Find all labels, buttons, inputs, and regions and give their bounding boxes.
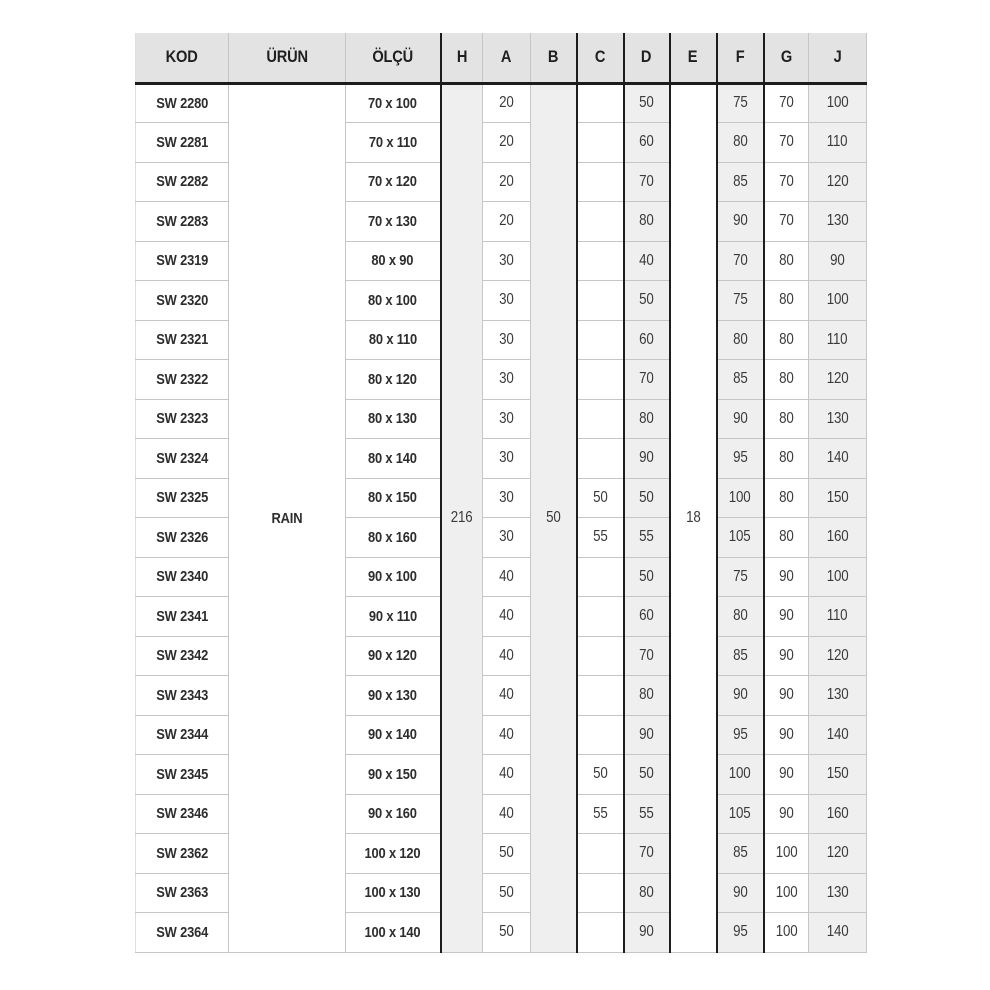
cell-d: 55 bbox=[624, 794, 670, 834]
column-header-c: C bbox=[577, 33, 624, 83]
cell-j: 110 bbox=[809, 597, 867, 637]
cell-c bbox=[577, 320, 624, 360]
cell-j: 120 bbox=[809, 360, 867, 400]
cell-f: 70 bbox=[717, 241, 764, 281]
cell-c bbox=[577, 202, 624, 242]
cell-d: 70 bbox=[624, 636, 670, 676]
cell-a: 20 bbox=[483, 123, 531, 163]
cell-c bbox=[577, 360, 624, 400]
column-header-j: J bbox=[809, 33, 867, 83]
cell-g: 100 bbox=[764, 913, 809, 953]
cell-c bbox=[577, 834, 624, 874]
cell-g: 90 bbox=[764, 755, 809, 795]
cell-kod: SW 2342 bbox=[136, 636, 229, 676]
cell-g: 70 bbox=[764, 83, 809, 123]
cell-c bbox=[577, 241, 624, 281]
cell-g: 70 bbox=[764, 202, 809, 242]
cell-j: 140 bbox=[809, 439, 867, 479]
column-header-a: A bbox=[483, 33, 531, 83]
cell-c bbox=[577, 83, 624, 123]
cell-kod: SW 2341 bbox=[136, 597, 229, 637]
cell-olcu: 80 x 160 bbox=[346, 518, 441, 558]
merged-cell-urun: RAIN bbox=[229, 83, 346, 952]
cell-kod: SW 2280 bbox=[136, 83, 229, 123]
cell-f: 105 bbox=[717, 518, 764, 558]
cell-d: 60 bbox=[624, 320, 670, 360]
cell-g: 90 bbox=[764, 636, 809, 676]
cell-olcu: 90 x 120 bbox=[346, 636, 441, 676]
cell-olcu: 90 x 160 bbox=[346, 794, 441, 834]
cell-kod: SW 2320 bbox=[136, 281, 229, 321]
cell-j: 150 bbox=[809, 755, 867, 795]
cell-kod: SW 2322 bbox=[136, 360, 229, 400]
cell-c bbox=[577, 123, 624, 163]
cell-j: 140 bbox=[809, 715, 867, 755]
cell-c bbox=[577, 281, 624, 321]
cell-kod: SW 2321 bbox=[136, 320, 229, 360]
cell-kod: SW 2363 bbox=[136, 873, 229, 913]
cell-j: 110 bbox=[809, 123, 867, 163]
header-row bbox=[136, 33, 867, 83]
cell-g: 80 bbox=[764, 478, 809, 518]
cell-kod: SW 2362 bbox=[136, 834, 229, 874]
cell-kod: SW 2319 bbox=[136, 241, 229, 281]
cell-kod: SW 2345 bbox=[136, 755, 229, 795]
cell-f: 85 bbox=[717, 360, 764, 400]
cell-g: 90 bbox=[764, 676, 809, 716]
cell-j: 120 bbox=[809, 636, 867, 676]
column-header-b: B bbox=[531, 33, 577, 83]
cell-a: 50 bbox=[483, 873, 531, 913]
cell-d: 50 bbox=[624, 557, 670, 597]
cell-g: 80 bbox=[764, 320, 809, 360]
cell-f: 85 bbox=[717, 834, 764, 874]
cell-f: 95 bbox=[717, 913, 764, 953]
cell-f: 95 bbox=[717, 715, 764, 755]
cell-j: 90 bbox=[809, 241, 867, 281]
table-row bbox=[136, 83, 867, 123]
cell-olcu: 70 x 100 bbox=[346, 83, 441, 123]
cell-f: 100 bbox=[717, 755, 764, 795]
cell-olcu: 90 x 110 bbox=[346, 597, 441, 637]
cell-a: 50 bbox=[483, 834, 531, 874]
cell-f: 80 bbox=[717, 320, 764, 360]
cell-g: 80 bbox=[764, 241, 809, 281]
cell-g: 90 bbox=[764, 557, 809, 597]
cell-j: 160 bbox=[809, 518, 867, 558]
column-header-f: F bbox=[717, 33, 764, 83]
cell-olcu: 80 x 140 bbox=[346, 439, 441, 479]
cell-j: 100 bbox=[809, 557, 867, 597]
cell-c bbox=[577, 913, 624, 953]
cell-j: 120 bbox=[809, 162, 867, 202]
cell-kod: SW 2323 bbox=[136, 399, 229, 439]
cell-f: 80 bbox=[717, 123, 764, 163]
cell-kod: SW 2343 bbox=[136, 676, 229, 716]
cell-olcu: 90 x 150 bbox=[346, 755, 441, 795]
cell-c: 50 bbox=[577, 478, 624, 518]
cell-d: 80 bbox=[624, 676, 670, 716]
cell-f: 90 bbox=[717, 676, 764, 716]
cell-d: 55 bbox=[624, 518, 670, 558]
cell-a: 30 bbox=[483, 399, 531, 439]
cell-f: 105 bbox=[717, 794, 764, 834]
cell-d: 50 bbox=[624, 83, 670, 123]
cell-j: 130 bbox=[809, 676, 867, 716]
merged-cell-h: 216 bbox=[441, 83, 483, 952]
cell-a: 30 bbox=[483, 360, 531, 400]
cell-olcu: 90 x 140 bbox=[346, 715, 441, 755]
cell-kod: SW 2344 bbox=[136, 715, 229, 755]
cell-j: 100 bbox=[809, 281, 867, 321]
table-header bbox=[136, 33, 867, 83]
column-header-e: E bbox=[670, 33, 717, 83]
merged-cell-b: 50 bbox=[531, 83, 577, 952]
cell-kod: SW 2282 bbox=[136, 162, 229, 202]
cell-c bbox=[577, 162, 624, 202]
cell-g: 70 bbox=[764, 162, 809, 202]
cell-d: 90 bbox=[624, 913, 670, 953]
cell-c: 55 bbox=[577, 794, 624, 834]
cell-g: 70 bbox=[764, 123, 809, 163]
cell-d: 50 bbox=[624, 281, 670, 321]
cell-c bbox=[577, 676, 624, 716]
cell-f: 75 bbox=[717, 281, 764, 321]
cell-olcu: 80 x 100 bbox=[346, 281, 441, 321]
cell-d: 70 bbox=[624, 360, 670, 400]
cell-j: 120 bbox=[809, 834, 867, 874]
cell-f: 75 bbox=[717, 557, 764, 597]
cell-a: 20 bbox=[483, 83, 531, 123]
cell-c: 50 bbox=[577, 755, 624, 795]
cell-d: 80 bbox=[624, 399, 670, 439]
cell-c bbox=[577, 873, 624, 913]
cell-olcu: 70 x 120 bbox=[346, 162, 441, 202]
cell-a: 40 bbox=[483, 597, 531, 637]
cell-g: 90 bbox=[764, 715, 809, 755]
column-header-olcu: ÖLÇÜ bbox=[346, 33, 441, 83]
cell-j: 100 bbox=[809, 83, 867, 123]
cell-j: 130 bbox=[809, 202, 867, 242]
cell-f: 85 bbox=[717, 636, 764, 676]
cell-j: 150 bbox=[809, 478, 867, 518]
cell-f: 80 bbox=[717, 597, 764, 637]
cell-a: 40 bbox=[483, 755, 531, 795]
cell-c bbox=[577, 715, 624, 755]
cell-olcu: 90 x 130 bbox=[346, 676, 441, 716]
cell-a: 30 bbox=[483, 241, 531, 281]
cell-d: 50 bbox=[624, 755, 670, 795]
cell-a: 40 bbox=[483, 794, 531, 834]
cell-j: 130 bbox=[809, 399, 867, 439]
cell-f: 90 bbox=[717, 873, 764, 913]
cell-kod: SW 2364 bbox=[136, 913, 229, 953]
cell-d: 50 bbox=[624, 478, 670, 518]
cell-olcu: 80 x 90 bbox=[346, 241, 441, 281]
cell-d: 70 bbox=[624, 834, 670, 874]
table-body bbox=[136, 83, 867, 952]
cell-d: 80 bbox=[624, 202, 670, 242]
cell-kod: SW 2324 bbox=[136, 439, 229, 479]
cell-f: 90 bbox=[717, 399, 764, 439]
cell-kod: SW 2346 bbox=[136, 794, 229, 834]
cell-a: 40 bbox=[483, 715, 531, 755]
cell-olcu: 80 x 110 bbox=[346, 320, 441, 360]
cell-j: 110 bbox=[809, 320, 867, 360]
column-header-h: H bbox=[441, 33, 483, 83]
cell-j: 140 bbox=[809, 913, 867, 953]
cell-c bbox=[577, 597, 624, 637]
cell-a: 30 bbox=[483, 281, 531, 321]
cell-olcu: 100 x 130 bbox=[346, 873, 441, 913]
cell-kod: SW 2281 bbox=[136, 123, 229, 163]
cell-g: 90 bbox=[764, 597, 809, 637]
cell-olcu: 100 x 140 bbox=[346, 913, 441, 953]
cell-d: 70 bbox=[624, 162, 670, 202]
cell-f: 85 bbox=[717, 162, 764, 202]
cell-a: 40 bbox=[483, 557, 531, 597]
cell-a: 20 bbox=[483, 202, 531, 242]
cell-a: 30 bbox=[483, 518, 531, 558]
product-spec-table bbox=[135, 33, 867, 953]
cell-olcu: 70 x 110 bbox=[346, 123, 441, 163]
cell-f: 90 bbox=[717, 202, 764, 242]
column-header-urun: ÜRÜN bbox=[229, 33, 346, 83]
cell-d: 60 bbox=[624, 597, 670, 637]
cell-c bbox=[577, 636, 624, 676]
cell-c: 55 bbox=[577, 518, 624, 558]
cell-olcu: 80 x 150 bbox=[346, 478, 441, 518]
cell-a: 40 bbox=[483, 676, 531, 716]
cell-d: 90 bbox=[624, 439, 670, 479]
cell-g: 80 bbox=[764, 439, 809, 479]
cell-d: 90 bbox=[624, 715, 670, 755]
cell-g: 100 bbox=[764, 873, 809, 913]
cell-a: 40 bbox=[483, 636, 531, 676]
cell-c bbox=[577, 557, 624, 597]
cell-d: 40 bbox=[624, 241, 670, 281]
cell-a: 50 bbox=[483, 913, 531, 953]
cell-g: 90 bbox=[764, 794, 809, 834]
cell-olcu: 90 x 100 bbox=[346, 557, 441, 597]
cell-j: 130 bbox=[809, 873, 867, 913]
cell-f: 95 bbox=[717, 439, 764, 479]
cell-j: 160 bbox=[809, 794, 867, 834]
cell-c bbox=[577, 399, 624, 439]
cell-a: 30 bbox=[483, 478, 531, 518]
cell-kod: SW 2326 bbox=[136, 518, 229, 558]
cell-f: 75 bbox=[717, 83, 764, 123]
cell-a: 20 bbox=[483, 162, 531, 202]
cell-olcu: 80 x 130 bbox=[346, 399, 441, 439]
cell-olcu: 80 x 120 bbox=[346, 360, 441, 400]
cell-f: 100 bbox=[717, 478, 764, 518]
cell-kod: SW 2325 bbox=[136, 478, 229, 518]
cell-g: 80 bbox=[764, 281, 809, 321]
cell-g: 80 bbox=[764, 399, 809, 439]
cell-a: 30 bbox=[483, 320, 531, 360]
cell-olcu: 100 x 120 bbox=[346, 834, 441, 874]
merged-cell-e: 18 bbox=[670, 83, 717, 952]
cell-d: 60 bbox=[624, 123, 670, 163]
column-header-g: G bbox=[764, 33, 809, 83]
cell-olcu: 70 x 130 bbox=[346, 202, 441, 242]
cell-d: 80 bbox=[624, 873, 670, 913]
column-header-d: D bbox=[624, 33, 670, 83]
cell-g: 80 bbox=[764, 360, 809, 400]
cell-g: 80 bbox=[764, 518, 809, 558]
cell-a: 30 bbox=[483, 439, 531, 479]
cell-g: 100 bbox=[764, 834, 809, 874]
cell-kod: SW 2340 bbox=[136, 557, 229, 597]
cell-kod: SW 2283 bbox=[136, 202, 229, 242]
column-header-kod: KOD bbox=[136, 33, 229, 83]
cell-c bbox=[577, 439, 624, 479]
